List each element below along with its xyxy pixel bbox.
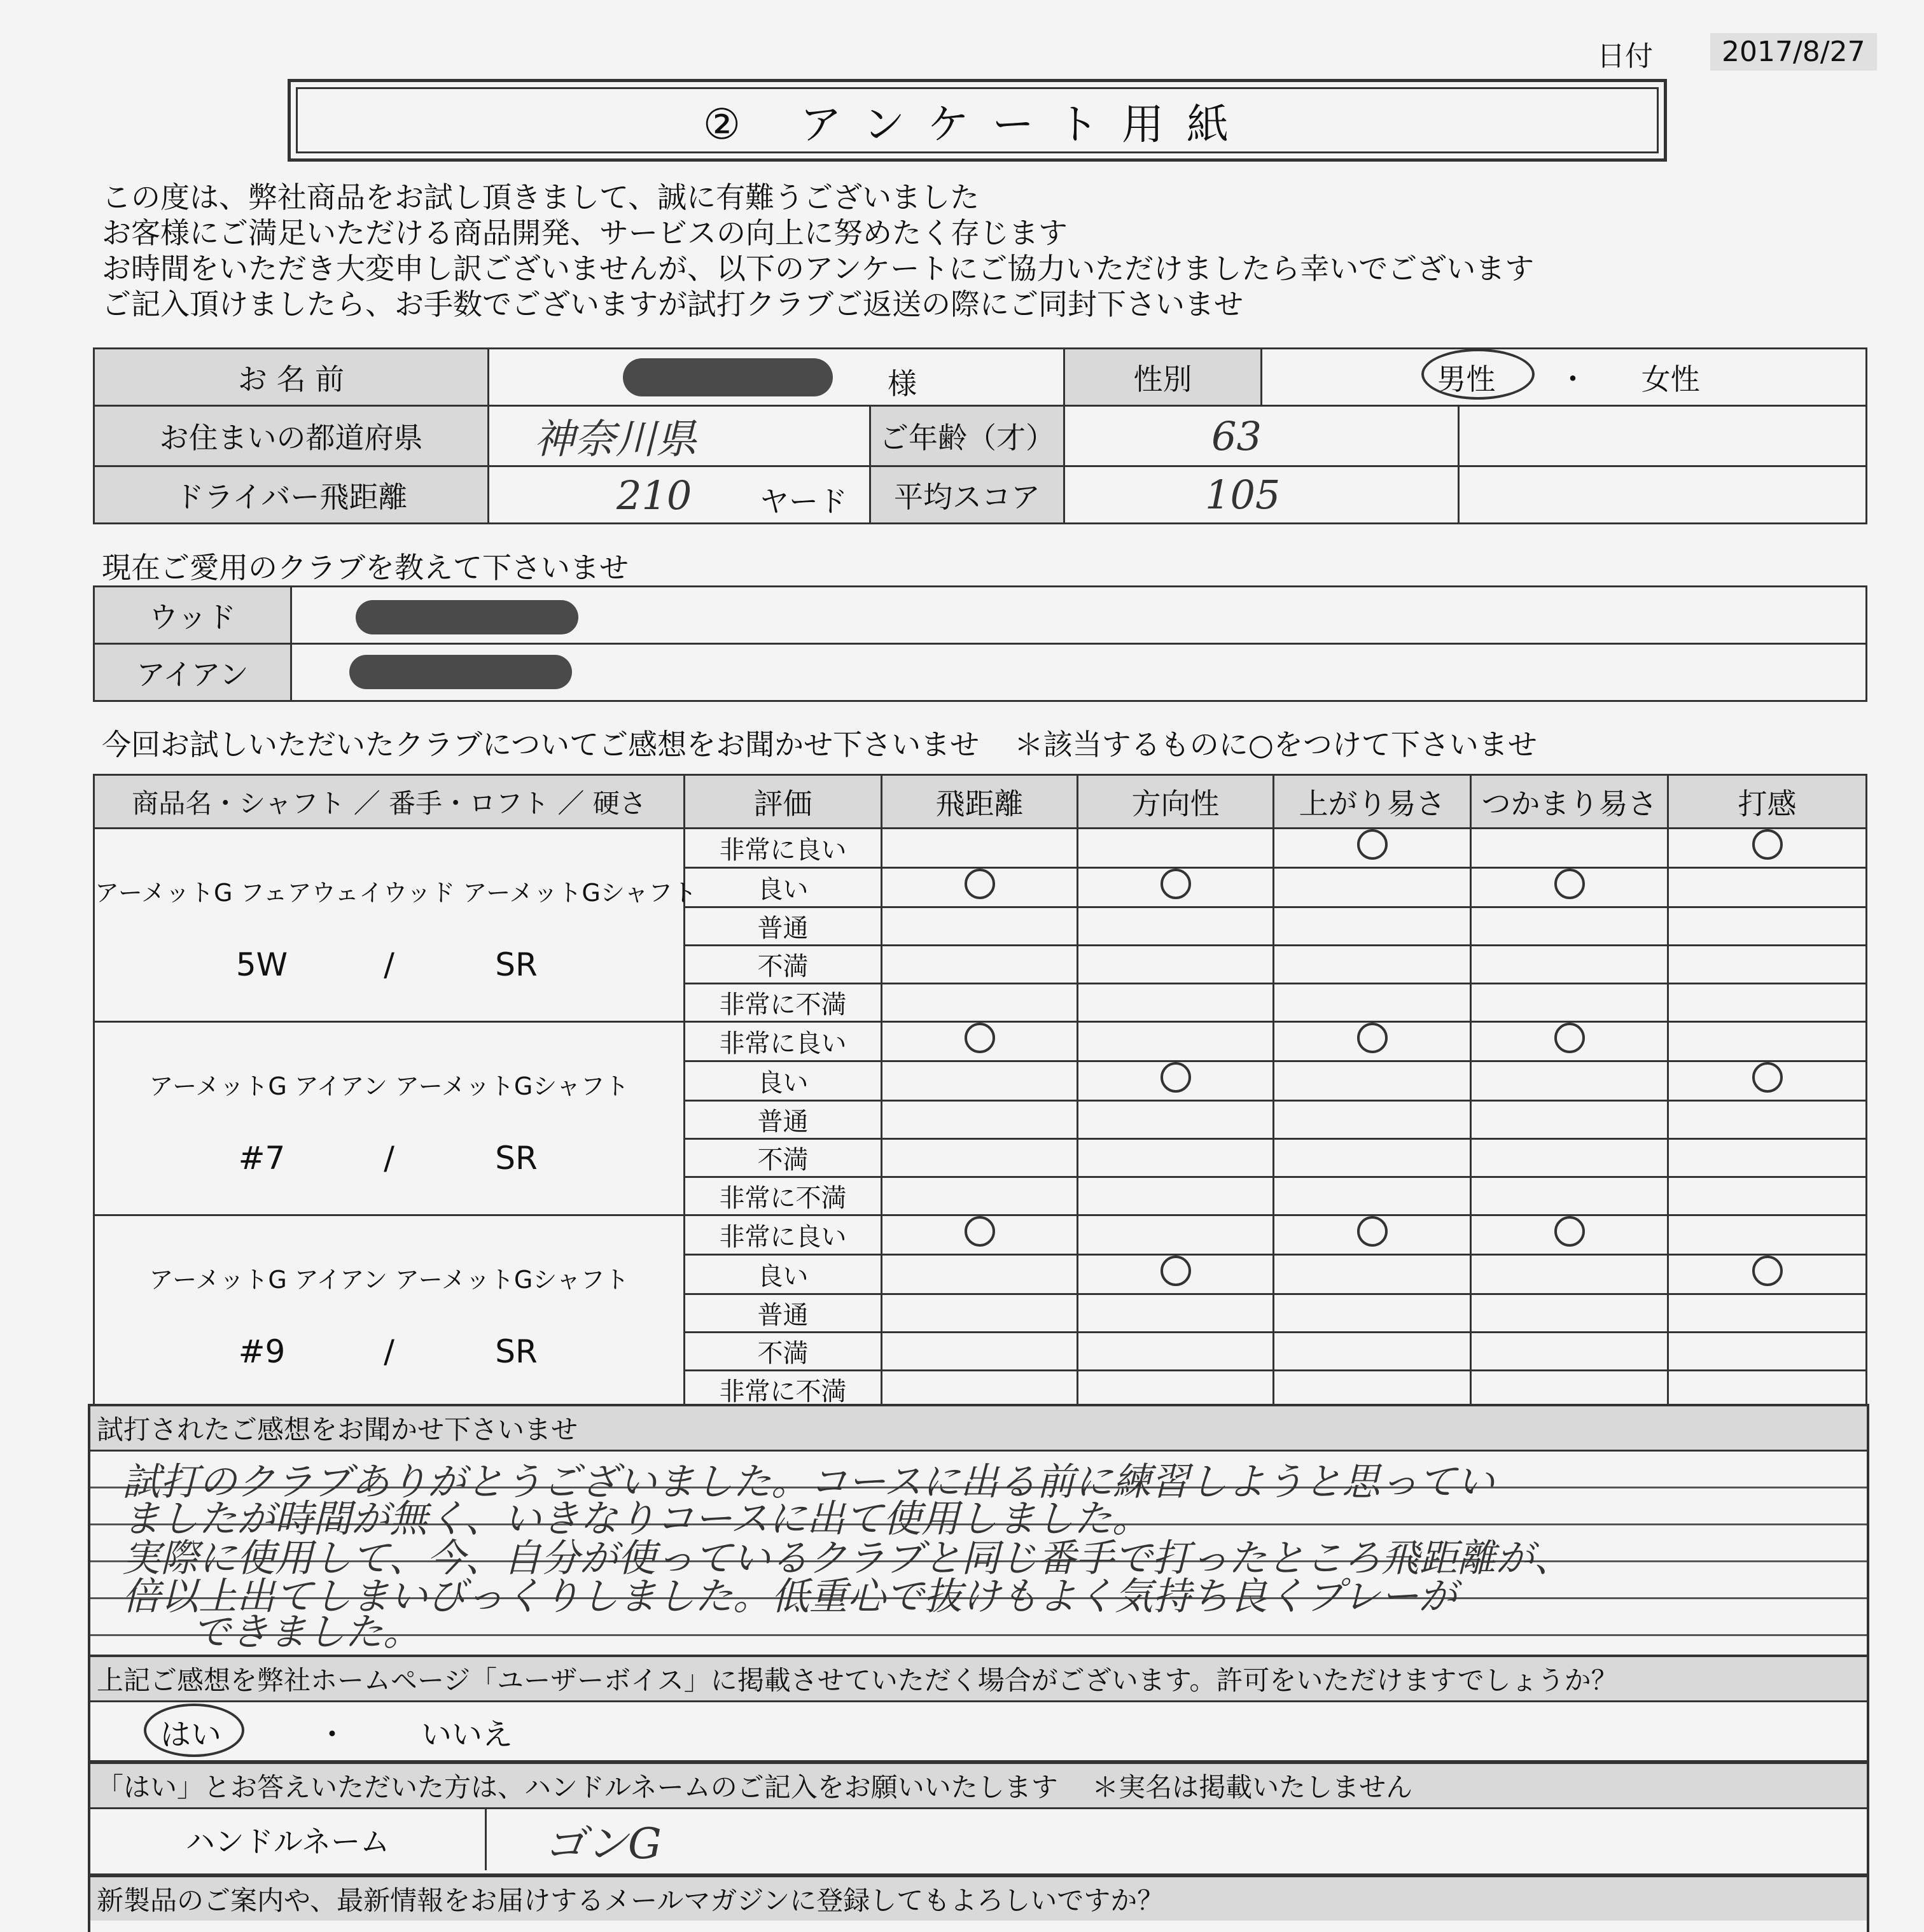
product-spec [95,946,683,983]
rating-cell[interactable] [1078,1139,1274,1177]
rating-cell[interactable] [882,1294,1078,1333]
rating-cell[interactable] [882,1333,1078,1371]
rating-row [94,1215,1867,1255]
avg-score-field[interactable] [1064,466,1459,524]
name-field[interactable] [489,349,1064,406]
rating-label: 普通 [685,1294,882,1333]
avg-score-label: 平均スコア [870,466,1064,524]
wood-field[interactable] [291,587,1867,644]
rating-cell[interactable] [1274,1333,1471,1371]
rating-cell[interactable] [1471,907,1668,946]
rating-label: 不満 [685,1333,882,1371]
rating-cell[interactable] [1078,1215,1274,1255]
gender-female[interactable]: 女性 [1641,361,1700,396]
rating-cell[interactable] [1471,946,1668,984]
rating-cell[interactable] [882,984,1078,1022]
product-flex: SR [495,1333,538,1370]
impression-line: できました。 [192,1610,421,1655]
rating-cell[interactable] [1471,1177,1668,1215]
impressions-box [88,1404,1869,1657]
circle-mark [965,1216,995,1247]
intro-line: お客様にご満足いただける商品開発、サービスの向上に努めたく存じます [102,216,1068,250]
product-number: 5W [235,946,288,983]
selected-circle-mark [144,1704,244,1757]
circle-mark [1357,829,1388,860]
col-header-distance: 飛距離 [882,775,1078,829]
rating-cell[interactable] [1471,1333,1668,1371]
iron-field[interactable] [291,644,1867,701]
product-name: アーメットG アイアン アーメットGシャフト [149,1072,629,1100]
rating-cell[interactable] [1274,1022,1471,1061]
permission-question: 上記ご感想を弊社ホームページ「ユーザーボイス」に掲載させていただく場合がございます。許可をいただけますでしょうか？ [90,1657,1867,1702]
permission-options [90,1702,1867,1760]
empty-cell [1459,466,1867,524]
rating-cell[interactable] [1471,829,1668,868]
product-separator: / [384,946,394,983]
rating-cell[interactable] [882,1139,1078,1177]
name-label: お 名 前 [94,349,489,406]
rating-cell[interactable] [882,1022,1078,1061]
prefecture-value: 神奈川県 [534,416,697,463]
rating-label: 非常に良い [685,1022,882,1061]
honorific: 様 [888,367,917,401]
rating-cell[interactable] [1668,1294,1867,1333]
rating-cell[interactable] [1078,984,1274,1022]
circle-mark [1752,1062,1783,1093]
rating-cell[interactable] [1274,829,1471,868]
rating-label: 良い [685,1061,882,1101]
permission-no[interactable]: いいえ [421,1717,513,1753]
evaluation-prompt [102,722,1537,764]
rating-label: 普通 [685,1101,882,1139]
rating-cell[interactable] [882,829,1078,868]
rating-cell[interactable] [1668,1371,1867,1409]
circle-mark [1161,869,1191,899]
col-header-launch: 上がり易さ [1274,775,1471,829]
rating-cell[interactable] [1668,1255,1867,1294]
rating-cell[interactable] [1078,1294,1274,1333]
title-box [288,79,1667,162]
impressions-label: 試打されたご感想をお聞かせ下さいませ [90,1406,1867,1452]
rating-cell[interactable] [1274,984,1471,1022]
drive-distance-unit: ヤード [760,484,847,519]
impression-line: ましたが時間が無く、いきなりコースに出て使用しました。 [122,1497,1150,1541]
col-header-direction: 方向性 [1078,775,1274,829]
rating-cell[interactable] [1078,907,1274,946]
rating-cell[interactable] [1471,868,1668,907]
rating-cell[interactable] [1078,1177,1274,1215]
rating-row [94,1022,1867,1061]
rating-cell[interactable] [1668,946,1867,984]
rating-cell[interactable] [1274,1061,1471,1101]
rating-label: 非常に不満 [685,1177,882,1215]
rating-cell[interactable] [1668,1061,1867,1101]
rating-cell[interactable] [882,907,1078,946]
rating-cell[interactable] [1668,907,1867,946]
rating-cell[interactable] [1078,1255,1274,1294]
col-header-product: 商品名・シャフト ／ 番手・ロフト ／ 硬さ [94,775,685,829]
permission-yes-label: はい [160,1717,222,1753]
rating-cell[interactable] [1668,1333,1867,1371]
intro-line: お時間をいただき大変申し訳ございませんが、以下のアンケートにご協力いただけましたら幸いでございます [102,251,1535,286]
circle-mark [1357,1216,1388,1247]
handle-field[interactable] [487,1809,1867,1870]
gender-label [1064,349,1262,406]
permission-separator: ・ [317,1717,348,1753]
newsletter-box [88,1875,1869,1932]
gender-separator: ・ [1558,361,1587,396]
rating-label: 非常に不満 [685,984,882,1022]
rating-cell[interactable] [1471,1139,1668,1177]
prefecture-label: お住まいの都道府県 [94,406,489,466]
rating-cell[interactable] [1471,1061,1668,1101]
circle-mark [1357,1023,1388,1053]
rating-cell[interactable] [1471,1022,1668,1061]
rating-cell[interactable] [1274,1294,1471,1333]
intro-line: この度は、弊社商品をお試し頂きまして、誠に有難うございました [102,180,980,214]
circle-mark [1161,1256,1191,1286]
product-separator: / [384,1333,394,1370]
rating-cell[interactable] [1078,1333,1274,1371]
handle-value: ゴンG [544,1819,662,1868]
avg-score-value: 105 [1205,472,1281,518]
circle-mark [1752,829,1783,860]
age-field[interactable] [1064,406,1459,466]
rating-cell[interactable] [882,1101,1078,1139]
rating-label: 不満 [685,946,882,984]
handle-box [88,1761,1869,1876]
circle-mark [1554,1023,1585,1053]
drive-distance-value: 210 [617,472,692,519]
redacted-name [623,358,833,396]
rating-cell[interactable] [1668,1215,1867,1255]
prefecture-field[interactable] [489,406,870,466]
circle-mark [1161,1062,1191,1093]
rating-cell[interactable] [1668,984,1867,1022]
gender-male[interactable] [1428,354,1504,401]
product-spec [95,1140,683,1177]
product-number: #7 [238,1140,286,1177]
rating-cell[interactable] [1668,1022,1867,1061]
selected-circle-mark [1421,349,1535,400]
rating-cell[interactable] [1078,946,1274,984]
age-label: ご年齢（才） [870,406,1064,466]
rating-cell[interactable] [1078,1371,1274,1409]
circle-mark [965,869,995,899]
drive-distance-field[interactable] [489,466,870,524]
permission-yes[interactable] [160,1710,221,1754]
product-flex: SR [495,946,538,983]
handle-prompt-text: 「はい」とお答えいただいた方は、ハンドルネームのご記入をお願いいたします [97,1772,1058,1803]
rating-cell[interactable] [1274,1215,1471,1255]
permission-box [88,1655,1869,1763]
rating-cell[interactable] [1274,946,1471,984]
product-spec [95,1333,683,1370]
rating-cell[interactable] [1471,1371,1668,1409]
handle-note: ＊実名は掲載いたしません [1092,1772,1413,1803]
circle-mark [1554,869,1585,899]
rating-cell[interactable] [882,1061,1078,1101]
handle-row [90,1809,1867,1870]
product-cell [94,1022,685,1215]
rating-label: 不満 [685,1139,882,1177]
rating-cell[interactable] [1274,907,1471,946]
col-header-rating: 評価 [685,775,882,829]
wood-label: ウッド [94,587,291,644]
evaluation-rows [94,829,1867,1409]
date-label: 日付 [1597,40,1653,73]
personal-info-table [93,347,1867,524]
drive-distance-label: ドライバー飛距離 [94,466,489,524]
rating-cell[interactable] [1078,1101,1274,1139]
rating-cell[interactable] [1274,1101,1471,1139]
page-title: ② アンケート用紙 [296,87,1659,153]
rating-label: 良い [685,868,882,907]
intro-text [102,179,1534,322]
evaluation-prompt-text: 今回お試しいただいたクラブについてご感想をお聞かせ下さいませ [102,727,980,762]
rating-cell[interactable] [1078,829,1274,868]
newsletter-question: 新製品のご案内や、最新情報をお届けするメールマガジンに登録してもよろしいですか？ [90,1877,1867,1921]
circle-mark [965,1023,995,1053]
rating-row [94,829,1867,868]
rating-label: 非常に良い [685,829,882,868]
empty-cell [1459,406,1867,466]
impression-line: 実際に使用して、今、自分が使っているクラブと同じ番手で打ったところ飛距離が、 [122,1536,1572,1581]
rating-cell[interactable] [1668,1139,1867,1177]
rating-cell[interactable] [1668,829,1867,868]
rating-label: 良い [685,1255,882,1294]
rating-cell[interactable] [1274,868,1471,907]
evaluation-note: ＊該当するものに○をつけて下さいませ [1014,727,1537,762]
rating-cell[interactable] [1274,1177,1471,1215]
gender-options[interactable] [1262,349,1867,406]
current-clubs-prompt: 現在ご愛用のクラブを教えて下さいませ [102,550,629,585]
product-cell [94,829,697,1022]
rating-cell[interactable] [882,1255,1078,1294]
redacted-iron [349,655,572,689]
product-number: #9 [238,1333,286,1370]
date-value: 2017/8/27 [1710,33,1877,71]
rating-label: 普通 [685,907,882,946]
rating-cell[interactable] [1471,1255,1668,1294]
rating-cell[interactable] [1274,1255,1471,1294]
rating-cell[interactable] [1078,1022,1274,1061]
product-name: アーメットG アイアン アーメットGシャフト [149,1266,629,1294]
rating-cell[interactable] [882,868,1078,907]
age-value: 63 [1211,412,1262,459]
rating-cell[interactable] [1471,984,1668,1022]
rating-cell[interactable] [882,1215,1078,1255]
rating-label: 非常に良い [685,1215,882,1255]
rating-cell[interactable] [882,1177,1078,1215]
circle-mark [1752,1256,1783,1286]
rating-cell[interactable] [1471,1101,1668,1139]
gender-label-text: 性別 [1133,361,1192,396]
handle-prompt [90,1764,1867,1809]
handle-label: ハンドルネーム [90,1809,487,1870]
current-clubs-table [93,585,1867,702]
iron-label: アイアン [94,644,291,701]
rating-cell[interactable] [1471,1294,1668,1333]
rating-cell[interactable] [1668,1101,1867,1139]
evaluation-table [93,774,1867,1410]
rating-cell[interactable] [1274,1371,1471,1409]
circle-mark [1554,1216,1585,1247]
rating-cell[interactable] [1274,1139,1471,1177]
col-header-grip: つかまり易さ [1471,775,1668,829]
rating-cell[interactable] [1078,1061,1274,1101]
rating-cell[interactable] [1668,868,1867,907]
product-flex: SR [495,1140,538,1177]
redacted-wood [356,600,578,634]
impression-line: 試打のクラブありがとうございました。コースに出る前に練習しようと思ってい [122,1460,1495,1504]
rating-label: 非常に不満 [685,1371,882,1409]
intro-line: ご記入頂けましたら、お手数でございますが試打クラブご返送の際にご同封下さいませ [102,287,1243,321]
product-name: アーメットG フェアウェイウッド アーメットGシャフト [95,879,697,907]
product-cell [94,1215,685,1409]
rating-cell[interactable] [882,1371,1078,1409]
rating-cell[interactable] [1471,1215,1668,1255]
impression-line: 倍以上出てしまいびっくりしました。低重心で抜けもよく気持ち良くプレーが [122,1574,1457,1619]
rating-cell[interactable] [1668,1177,1867,1215]
impressions-ruled-area[interactable] [90,1452,1867,1663]
rating-cell[interactable] [1078,868,1274,907]
product-separator: / [384,1140,394,1177]
gender-male-label: 男性 [1437,361,1496,396]
rating-cell[interactable] [882,946,1078,984]
col-header-feel: 打感 [1668,775,1867,829]
